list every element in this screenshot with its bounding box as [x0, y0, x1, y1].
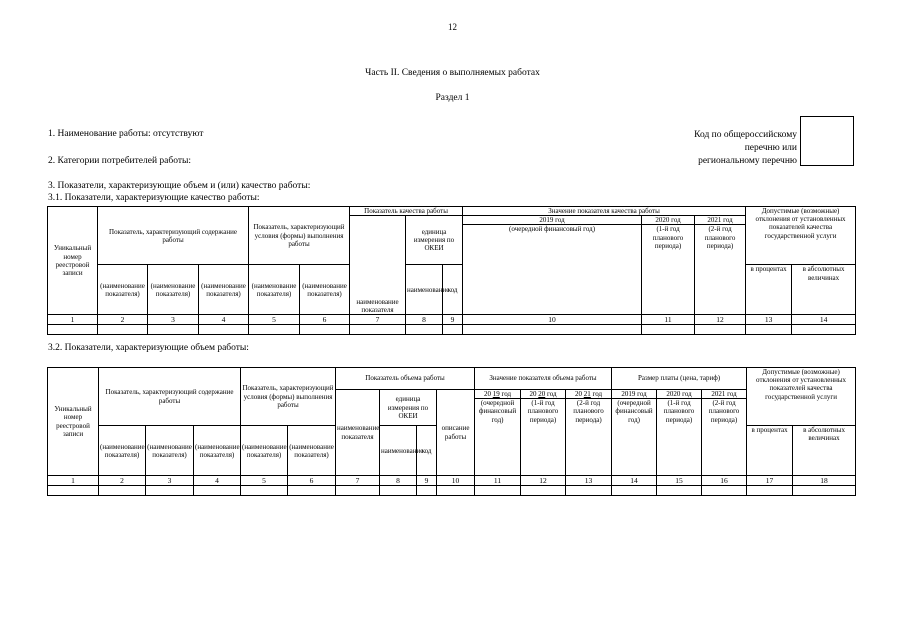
column-number: 1 [48, 476, 99, 486]
volume-indicators-line: 3.2. Показатели, характеризующие объем работы: [48, 343, 249, 353]
column-number: 5 [241, 476, 288, 486]
content-subheader: (наименование показателя) [194, 426, 241, 476]
deviation-header: Допустимые (возможные) отклонения от установленных показателей качества государственной услуги [746, 207, 856, 265]
column-number: 15 [657, 476, 702, 486]
column-number: 9 [417, 476, 437, 486]
data-cell[interactable] [657, 486, 702, 496]
column-number: 6 [300, 315, 350, 325]
content-header: Показатель, характеризующий содержание работы [98, 207, 249, 265]
column-number: 1 [48, 315, 98, 325]
vol-year-1-header: 20 19 год [475, 390, 521, 399]
column-number: 2 [99, 476, 146, 486]
column-number: 3 [148, 315, 199, 325]
code-label-line: перечню или [744, 143, 797, 153]
code-label-line: региональному перечню [698, 156, 797, 166]
abs-subheader: в абсолютных величинах [792, 265, 856, 315]
data-cell[interactable] [99, 486, 146, 496]
plan2-header: (2-й год планового периода) [695, 225, 746, 315]
data-cell[interactable] [417, 486, 437, 496]
column-number: 3 [146, 476, 194, 486]
data-cell[interactable] [288, 486, 336, 496]
work-desc-header: описание работы [437, 390, 475, 476]
quality-table [47, 206, 856, 335]
data-cell[interactable] [612, 486, 657, 496]
conditions-header: Показатель, характеризующий условия (формы) выполнения работы [249, 207, 350, 265]
content-subheader: (наименование показателя) [98, 265, 148, 315]
column-number: 4 [194, 476, 241, 486]
conditions-subheader: (наименование показателя) [300, 265, 350, 315]
data-cell[interactable] [521, 486, 566, 496]
data-cell[interactable] [793, 486, 856, 496]
part-title: Часть II. Сведения о выполняемых работах [365, 68, 540, 78]
data-cell[interactable] [747, 486, 793, 496]
unique-number-header: Уникальный номер реестровой записи [48, 368, 99, 476]
column-number: 11 [475, 476, 521, 486]
conditions-subheader: (наименование показателя) [241, 426, 288, 476]
vol-year-2-header: 20 20 год [521, 390, 566, 399]
column-number: 2 [98, 315, 148, 325]
consumers-line: 2. Категории потребителей работы: [48, 156, 191, 166]
data-cell[interactable] [475, 486, 521, 496]
fee-fin-year-header: (очередной финансовый год) [612, 399, 657, 476]
code-label [640, 129, 797, 168]
data-cell[interactable] [437, 486, 475, 496]
column-number: 12 [695, 315, 746, 325]
column-number: 9 [443, 315, 463, 325]
column-number: 10 [437, 476, 475, 486]
data-cell[interactable] [241, 486, 288, 496]
volume-value-header: Значение показателя объема работы [475, 368, 612, 390]
fee-plan1-header: (1-й год планового периода) [657, 399, 702, 476]
data-cell[interactable] [336, 486, 380, 496]
fee-year-2020-header: 2020 год [657, 390, 702, 399]
column-number: 14 [612, 476, 657, 486]
data-cell[interactable] [194, 486, 241, 496]
column-number: 6 [288, 476, 336, 486]
plan1-header: (1-й год планового периода) [642, 225, 695, 315]
okei-code-subheader: код [417, 426, 437, 476]
quality-value-header: Значение показателя качества работы [463, 207, 746, 216]
data-cell[interactable] [98, 325, 148, 335]
data-cell[interactable] [48, 486, 99, 496]
data-cell[interactable] [350, 325, 406, 335]
volume-table [47, 367, 856, 496]
column-number: 17 [747, 476, 793, 486]
column-number: 10 [463, 315, 642, 325]
content-subheader: (наименование показателя) [148, 265, 199, 315]
data-cell[interactable] [199, 325, 249, 335]
data-cell[interactable] [48, 325, 98, 335]
data-cell[interactable] [249, 325, 300, 335]
column-number: 16 [702, 476, 747, 486]
data-cell[interactable] [566, 486, 612, 496]
conditions-subheader: (наименование показателя) [288, 426, 336, 476]
content-header: Показатель, характеризующий содержание работы [99, 368, 241, 426]
content-subheader: (наименование показателя) [99, 426, 146, 476]
data-cell[interactable] [463, 325, 642, 335]
percent-subheader: в процентах [746, 265, 792, 315]
fee-header: Размер платы (цена, тариф) [612, 368, 747, 390]
volume-indicator-header: Показатель объема работы [336, 368, 475, 390]
okei-code-subheader: код [443, 265, 463, 315]
content-subheader: (наименование показателя) [146, 426, 194, 476]
quality-indicator-header: Показатель качества работы [350, 207, 463, 216]
data-cell[interactable] [406, 325, 443, 335]
content-subheader: (наименование показателя) [199, 265, 249, 315]
section-title: Раздел 1 [435, 93, 470, 103]
column-number: 4 [199, 315, 249, 325]
code-label-line: Код по общероссийскому [694, 130, 797, 140]
data-cell[interactable] [380, 486, 417, 496]
fee-plan2-header: (2-й год планового периода) [702, 399, 747, 476]
data-cell[interactable] [146, 486, 194, 496]
okei-name-subheader: наименование [406, 265, 443, 315]
column-number: 12 [521, 476, 566, 486]
column-number: 8 [380, 476, 417, 486]
column-number: 7 [336, 476, 380, 486]
column-number: 13 [566, 476, 612, 486]
percent-subheader: в процентах [747, 426, 793, 476]
deviation-header: Допустимые (возможные) отклонения от установленных показателей качества государственной услуги [747, 368, 856, 426]
year-2019-header: 2019 год [463, 216, 642, 225]
data-cell[interactable] [443, 325, 463, 335]
year-2021-header: 2021 год [695, 216, 746, 225]
data-cell[interactable] [642, 325, 695, 335]
indicator-name-header: наименование показателя [336, 390, 380, 476]
data-cell[interactable] [792, 325, 856, 335]
vol-plan1-header: (1-й год планового периода) [521, 399, 566, 476]
fin-year-header: (очередной финансовый год) [463, 225, 642, 315]
vol-plan2-header: (2-й год планового периода) [566, 399, 612, 476]
data-cell[interactable] [702, 486, 747, 496]
column-number: 18 [793, 476, 856, 486]
okei-name-subheader: наименование [380, 426, 417, 476]
code-box[interactable] [800, 116, 854, 166]
fee-year-2019-header: 2019 год [612, 390, 657, 399]
indicator-name-header: наименование показателя [350, 216, 406, 315]
quality-indicators-line: 3.1. Показатели, характеризующие качество работы: [48, 193, 260, 203]
fee-year-2021-header: 2021 год [702, 390, 747, 399]
data-cell[interactable] [746, 325, 792, 335]
conditions-header: Показатель, характеризующий условия (формы) выполнения работы [241, 368, 336, 426]
vol-year-3-header: 20 21 год [566, 390, 612, 399]
column-number: 11 [642, 315, 695, 325]
data-cell[interactable] [148, 325, 199, 335]
year-2020-header: 2020 год [642, 216, 695, 225]
column-number: 5 [249, 315, 300, 325]
page-number: 12 [448, 22, 457, 32]
okei-header: единица измерения по ОКЕИ [406, 216, 463, 265]
indicators-line: 3. Показатели, характеризующие объем и (или) качество работы: [48, 181, 311, 191]
column-number: 8 [406, 315, 443, 325]
column-number: 7 [350, 315, 406, 325]
abs-subheader: в абсолютных величинах [793, 426, 856, 476]
data-cell[interactable] [695, 325, 746, 335]
vol-fin-year-header: (очередной финансовый год) [475, 399, 521, 476]
column-number: 13 [746, 315, 792, 325]
work-name-line: 1. Наименование работы: отсутствуют [48, 129, 204, 139]
okei-header: единица измерения по ОКЕИ [380, 390, 437, 426]
unique-number-header: Уникальный номер реестровой записи [48, 207, 98, 315]
data-cell[interactable] [300, 325, 350, 335]
column-number: 14 [792, 315, 856, 325]
conditions-subheader: (наименование показателя) [249, 265, 300, 315]
